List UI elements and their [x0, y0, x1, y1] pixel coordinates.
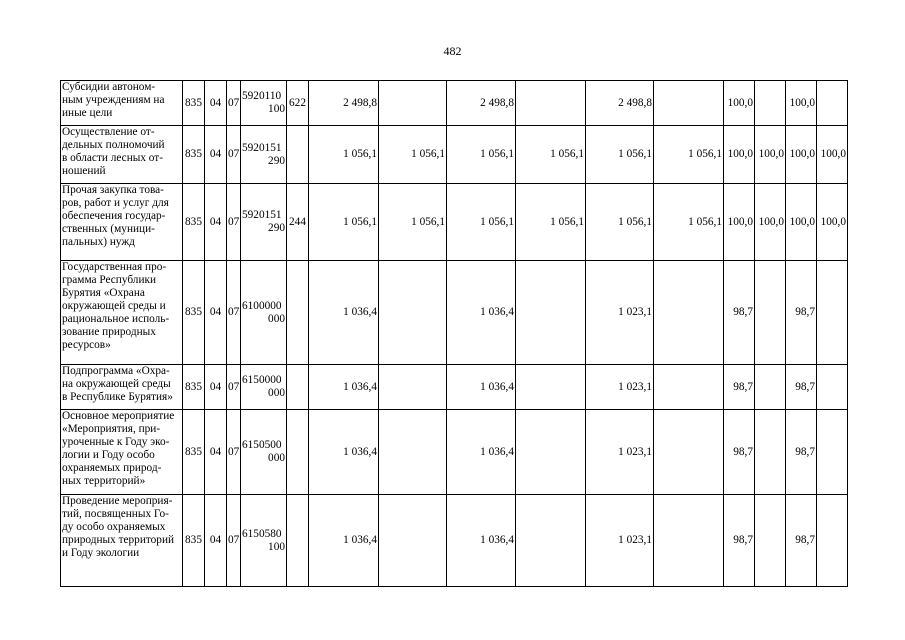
target-article-code-part2: 290 [268, 222, 285, 234]
amount-col-4 [516, 365, 586, 410]
percent-col-1: 100,0 [724, 184, 755, 261]
percent-col-4 [817, 495, 848, 587]
amount-col-5: 1 056,1 [586, 184, 654, 261]
percent-col-1: 98,7 [724, 410, 755, 495]
target-article-code [241, 81, 287, 126]
subsection-code: 07 [227, 81, 241, 126]
target-article-code-part1: 6150580 [242, 527, 282, 540]
amount-col-5: 1 023,1 [586, 365, 654, 410]
percent-col-4 [817, 365, 848, 410]
amount-col-2: 1 056,1 [379, 184, 447, 261]
table-row [61, 184, 848, 261]
percent-col-3: 98,7 [786, 261, 817, 365]
amount-col-1: 1 056,1 [309, 126, 379, 184]
amount-col-3: 1 056,1 [447, 184, 516, 261]
amount-col-2 [379, 495, 447, 587]
target-article-code-part1: 6150500 [242, 439, 282, 451]
expense-type-code [287, 365, 309, 410]
target-article-code [241, 495, 287, 587]
target-article-code-part2: 100 [268, 540, 285, 553]
percent-col-2 [755, 410, 786, 495]
expense-type-code [287, 410, 309, 495]
amount-col-6 [654, 410, 724, 495]
amount-col-1: 2 498,8 [309, 81, 379, 126]
section-code: 04 [205, 184, 227, 261]
percent-col-3: 98,7 [786, 365, 817, 410]
table-row [61, 365, 848, 410]
percent-col-3: 100,0 [786, 126, 817, 184]
percent-col-1: 98,7 [724, 261, 755, 365]
target-article-code-part1: 5920151 [242, 141, 282, 154]
target-article-code-part2: 290 [268, 154, 285, 167]
percent-col-2: 100,0 [755, 126, 786, 184]
subsection-code: 07 [227, 365, 241, 410]
amount-col-6 [654, 495, 724, 587]
target-article-code-part1: 6150000 [242, 374, 282, 386]
section-code: 04 [205, 410, 227, 495]
amount-col-3: 1 056,1 [447, 126, 516, 184]
section-code: 04 [205, 261, 227, 365]
percent-col-2: 100,0 [755, 184, 786, 261]
page-number: 482 [443, 44, 462, 58]
amount-col-1: 1 036,4 [309, 365, 379, 410]
expense-type-code: 622 [287, 81, 309, 126]
amount-col-4 [516, 495, 586, 587]
grbs-code: 835 [183, 261, 205, 365]
subsection-code: 07 [227, 410, 241, 495]
row-name: Подпрограмма «Охра- на окружающей среды в Республике Бурятия» [61, 365, 183, 410]
amount-col-6 [654, 81, 724, 126]
target-article-code [241, 184, 287, 261]
grbs-code: 835 [183, 495, 205, 587]
percent-col-2 [755, 365, 786, 410]
amount-col-5: 2 498,8 [586, 81, 654, 126]
amount-col-6 [654, 261, 724, 365]
expense-type-code: 244 [287, 184, 309, 261]
percent-col-1: 98,7 [724, 365, 755, 410]
amount-col-2 [379, 365, 447, 410]
target-article-code [241, 365, 287, 410]
percent-col-2 [755, 81, 786, 126]
section-code: 04 [205, 126, 227, 184]
row-name: Государственная про- грамма Республики Бурятия «Охрана окружающей среды и рациональное исполь- зование природных ресурсов» [61, 261, 183, 365]
target-article-code [241, 126, 287, 184]
budget-table [60, 80, 848, 587]
target-article-code-part1: 6100000 [242, 299, 282, 312]
percent-col-4: 100,0 [817, 126, 848, 184]
expense-type-code [287, 495, 309, 587]
percent-col-4 [817, 410, 848, 495]
table-row [61, 126, 848, 184]
percent-col-3: 100,0 [786, 81, 817, 126]
percent-col-3: 100,0 [786, 184, 817, 261]
target-article-code [241, 410, 287, 495]
subsection-code: 07 [227, 184, 241, 261]
amount-col-1: 1 056,1 [309, 184, 379, 261]
row-name: Проведение мероприя- тий, посвященных Го- ду особо охраняемых природных территорий и Году экологии [61, 495, 183, 587]
target-article-code-part1: 5920151 [242, 209, 282, 221]
target-article-code-part2: 000 [268, 452, 285, 464]
percent-col-4: 100,0 [817, 184, 848, 261]
grbs-code: 835 [183, 126, 205, 184]
table-row [61, 261, 848, 365]
amount-col-4 [516, 410, 586, 495]
target-article-code-part2: 100 [268, 103, 285, 115]
table-body [61, 81, 848, 587]
amount-col-5: 1 023,1 [586, 261, 654, 365]
section-code: 04 [205, 365, 227, 410]
amount-col-4 [516, 261, 586, 365]
amount-col-6 [654, 365, 724, 410]
target-article-code [241, 261, 287, 365]
percent-col-3: 98,7 [786, 410, 817, 495]
target-article-code-part2: 000 [268, 387, 285, 399]
subsection-code: 07 [227, 261, 241, 365]
amount-col-6: 1 056,1 [654, 184, 724, 261]
percent-col-3: 98,7 [786, 495, 817, 587]
amount-col-3: 1 036,4 [447, 495, 516, 587]
table-row [61, 495, 848, 587]
row-name: Основное мероприятие «Мероприятия, при- уроченные к Году эко- логии и Году особо охраняемых природ- ных территорий» [61, 410, 183, 495]
amount-col-4: 1 056,1 [516, 184, 586, 261]
row-name: Прочая закупка това- ров, работ и услуг для обеспечения государ- ственных (муници- пальных) нужд [61, 184, 183, 261]
subsection-code: 07 [227, 126, 241, 184]
amount-col-5: 1 023,1 [586, 495, 654, 587]
percent-col-1: 100,0 [724, 81, 755, 126]
percent-col-2 [755, 495, 786, 587]
percent-col-1: 100,0 [724, 126, 755, 184]
grbs-code: 835 [183, 81, 205, 126]
amount-col-4 [516, 81, 586, 126]
percent-col-4 [817, 261, 848, 365]
amount-col-3: 1 036,4 [447, 365, 516, 410]
amount-col-5: 1 056,1 [586, 126, 654, 184]
subsection-code: 07 [227, 495, 241, 587]
grbs-code: 835 [183, 410, 205, 495]
row-name: Осуществление от- дельных полномочий в области лесных от- ношений [61, 126, 183, 184]
expense-type-code [287, 126, 309, 184]
amount-col-2 [379, 410, 447, 495]
amount-col-4: 1 056,1 [516, 126, 586, 184]
amount-col-5: 1 023,1 [586, 410, 654, 495]
expense-type-code [287, 261, 309, 365]
amount-col-2: 1 056,1 [379, 126, 447, 184]
amount-col-3: 2 498,8 [447, 81, 516, 126]
row-name: Субсидии автоном- ным учреждениям на иные цели [61, 81, 183, 126]
table-row [61, 410, 848, 495]
amount-col-6: 1 056,1 [654, 126, 724, 184]
amount-col-3: 1 036,4 [447, 261, 516, 365]
section-code: 04 [205, 81, 227, 126]
section-code: 04 [205, 495, 227, 587]
target-article-code-part2: 000 [268, 312, 285, 325]
table-row [61, 81, 848, 126]
amount-col-3: 1 036,4 [447, 410, 516, 495]
amount-col-1: 1 036,4 [309, 261, 379, 365]
grbs-code: 835 [183, 365, 205, 410]
amount-col-1: 1 036,4 [309, 495, 379, 587]
percent-col-1: 98,7 [724, 495, 755, 587]
amount-col-2 [379, 81, 447, 126]
percent-col-4 [817, 81, 848, 126]
amount-col-1: 1 036,4 [309, 410, 379, 495]
percent-col-2 [755, 261, 786, 365]
grbs-code: 835 [183, 184, 205, 261]
amount-col-2 [379, 261, 447, 365]
target-article-code-part1: 5920110 [242, 90, 282, 102]
